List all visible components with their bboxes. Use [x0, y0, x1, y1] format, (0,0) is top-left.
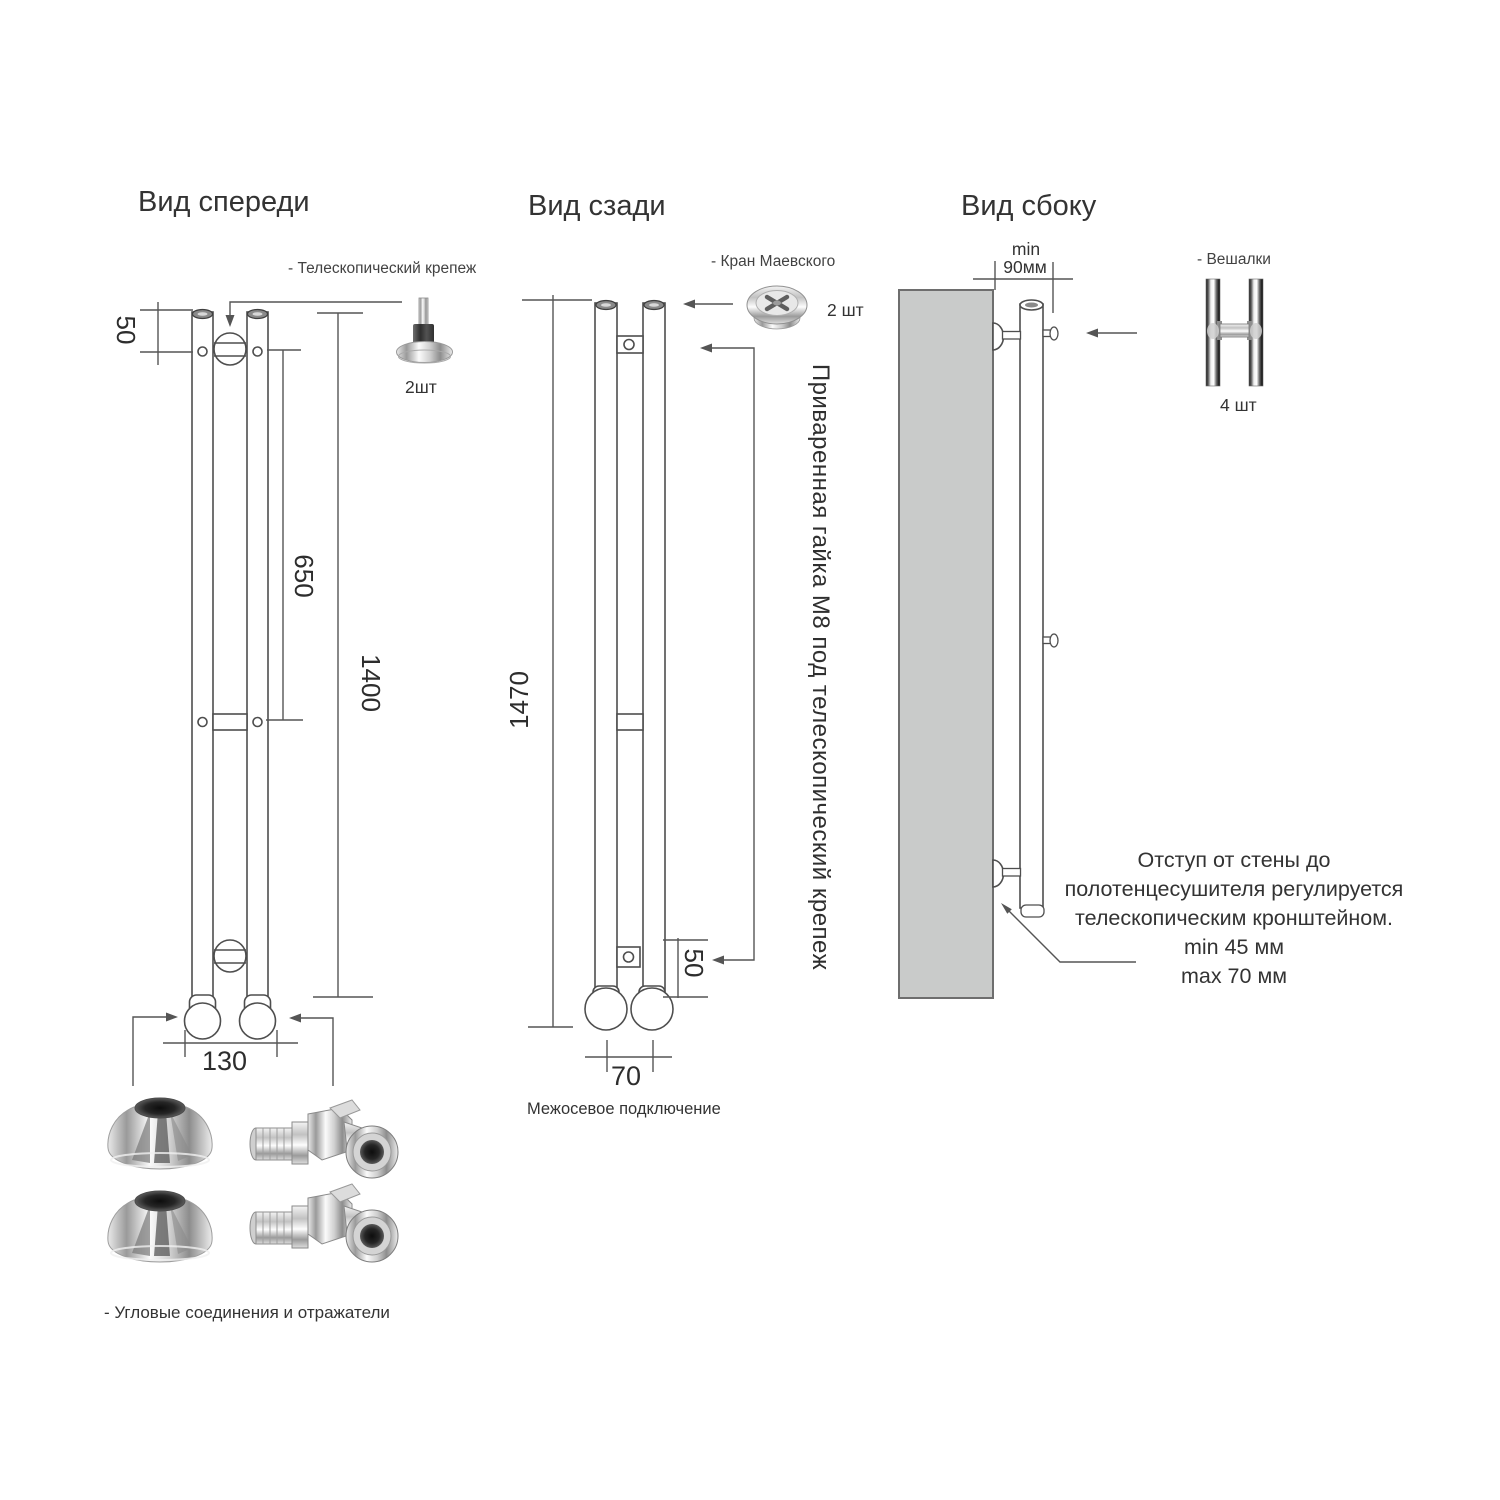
back-dim-70-label: 70 [611, 1061, 642, 1091]
front-view-drawing [185, 310, 276, 1040]
wall [899, 290, 993, 998]
front-dim-50-label: 50 [111, 315, 142, 345]
hangers-qty: 4 шт [1220, 395, 1257, 415]
back-view-drawing [585, 301, 673, 1031]
telescopic-mount-label: - Телескопический крепеж [288, 260, 477, 277]
front-middle-crossbar [213, 714, 247, 730]
note-line-1: Отступ от стены до [1137, 848, 1331, 872]
air-vent-valve-label: - Кран Маевского [711, 253, 836, 270]
side-dim-90-label: 90мм [1003, 257, 1047, 277]
wall-offset-note [1053, 846, 1415, 991]
front-leader-left [133, 1017, 166, 1086]
back-middle-crossbar [617, 714, 643, 730]
back-pipe-right [643, 303, 665, 991]
front-bottom-bracket [214, 940, 246, 972]
back-dim-50-label: 50 [679, 948, 710, 978]
corner-valve-photo-2 [250, 1184, 398, 1262]
front-dim-1400-label: 1400 [356, 654, 387, 712]
front-pipe-right [247, 312, 268, 998]
hangers-label: - Вешалки [1197, 251, 1271, 268]
back-view-title: Вид сзади [528, 190, 666, 222]
front-dim-50-lines [140, 302, 193, 365]
side-view-drawing [899, 290, 1058, 998]
side-dim-min-label: min [1011, 239, 1041, 259]
cone-reflector-photo-2 [108, 1191, 212, 1262]
telescopic-mount-qty: 2шт [405, 377, 437, 397]
air-vent-valve-qty: 2 шт [827, 300, 864, 320]
hangers-photo [1206, 279, 1263, 386]
front-pipe-left [192, 312, 213, 998]
back-dim-1470-label: 1470 [503, 671, 534, 729]
back-pipe-left [595, 303, 617, 991]
axis-connection-caption: Межосевое подключение [527, 1100, 721, 1118]
front-dim-650-label: 650 [289, 554, 320, 598]
note-line-5: max 70 мм [1180, 964, 1288, 988]
front-leader-right [300, 1018, 333, 1086]
front-view-title: Вид спереди [138, 186, 310, 218]
cone-reflector-photo-1 [108, 1098, 212, 1169]
back-leader-weld-nuts [712, 348, 754, 960]
front-weld-nut-left [198, 347, 207, 356]
telescopic-mount-photo [397, 298, 453, 363]
front-top-bracket [214, 333, 246, 365]
note-line-2: полотенцесушителя регулируется [1064, 877, 1404, 901]
front-weld-nut-right [253, 347, 262, 356]
front-dim-650-lines [266, 350, 303, 720]
side-pipe [1020, 304, 1043, 908]
front-dim-130-label: 130 [202, 1046, 248, 1076]
corner-fittings-caption: - Угловые соединения и отражатели [104, 1303, 390, 1322]
note-line-3: телескопическим кронштейном. [1074, 906, 1394, 930]
corner-valve-photo-1 [250, 1100, 398, 1178]
side-pipe-foot [1021, 905, 1044, 917]
side-view-title: Вид сбоку [961, 190, 1097, 222]
air-vent-valve-photo [747, 286, 807, 329]
note-line-4: min 45 мм [1183, 935, 1285, 959]
welded-nut-note: Приваренная гайка М8 под телескопический крепеж [807, 363, 834, 971]
